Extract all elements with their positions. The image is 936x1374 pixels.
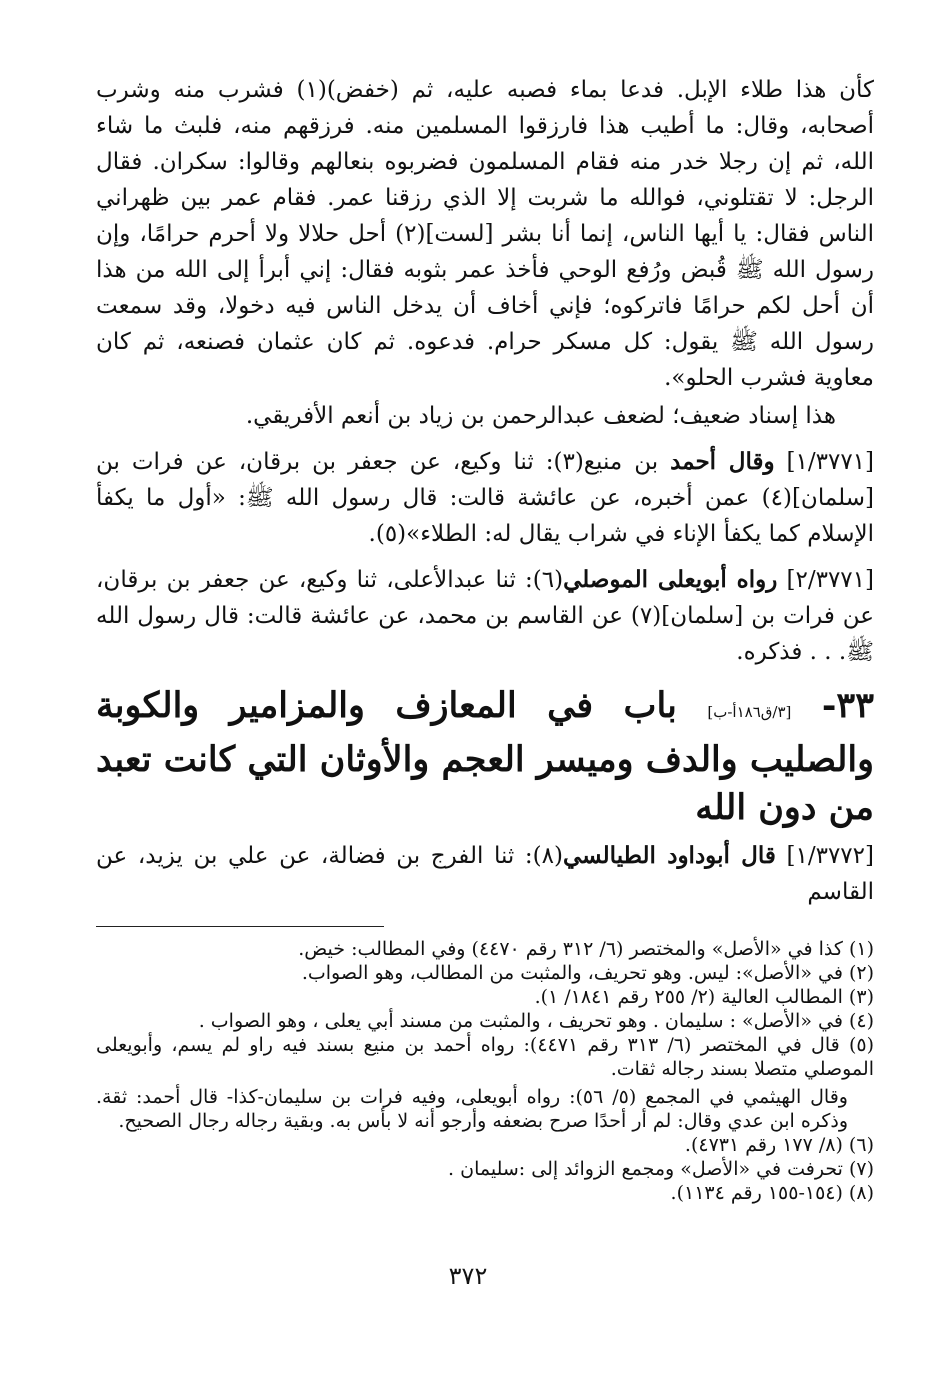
footnote-4: (٤) في «الأصل» : سليمان . وهو تحريف ، والمثبت من مسند أبي يعلى ، وهو الصواب . bbox=[198, 1010, 874, 1032]
footnote-5: (٥) قال في المختصر (٦/ ٣١٣ رقم ٤٤٧١): رواه أحمد بن منيع بسند فيه راو لم يسم، وأبويعلى الموصلي متصلا بسند رجاله ثقات. bbox=[96, 1034, 874, 1080]
paragraph-isnad-grading: هذا إسناد ضعيف؛ لضعف عبدالرحمن بن زياد بن أنعم الأفريقي. bbox=[245, 403, 836, 429]
footnote-separator bbox=[96, 926, 384, 927]
manuscript-ref: [٣/ق١٨٦أ-ب] bbox=[707, 703, 792, 721]
hadith-3771-2 bbox=[96, 562, 874, 670]
chapter-number: ٣٣- bbox=[821, 685, 875, 726]
hadith-number: [١/٣٧٧١] bbox=[786, 449, 875, 475]
hadith-3772-1 bbox=[96, 838, 874, 910]
paragraph-narration: كأن هذا طلاء الإبل. فدعا بماء فصبه عليه، ثم (خفض)(١) فشرب منه وشرب أصحابه، وقال: ما أطيب هذا فارزقوا المسلمين منه. فرزقهم منه، فلبث ما شاء الله، ثم إن رجلا خدر منه فقام المسلمون فضربوه بنعالهم وقالوا: سكران. فقال الرجل: لا تقتلوني، فوالله ما شربت إلا الذي رزقنا عمر. فقام عمر بين ظهراني الناس فقال: يا أيها الناس، إنما أنا بشر [لست](٢) أحل حلالا ولا أحرم حرامًا، وإن رسول الله ﷺ قُبض ورُفع الوحي فأخذ عمر بثوبه فقال: إني أبرأ إلى الله من هذا أن أحل لكم حرامًا فاتركوه؛ فإني أخاف أن يدخل الناس فيه دخولا، وقد سمعت رسول الله ﷺ يقول: كل مسكر حرام. فدعوه. ثم كان عثمان فصنعه، ثم كان معاوية فشرب الحلو». bbox=[96, 77, 875, 391]
hadith-text: (٦): ثنا عبدالأعلى، ثنا وكيع، عن جعفر بن برقان، عن فرات بن [سلمان](٧) عن القاسم بن محمد، عن عائشة قالت: قال رسول الله ﷺ. . . فذكره. bbox=[96, 567, 874, 665]
hadith-text: (٨): ثنا الفرج بن فضالة، عن علي بن يزيد، عن القاسم bbox=[96, 843, 874, 905]
footnote-3: (٣) المطالب العالية (٢/ ٢٥٥ رقم ١٨٤١/ ١). bbox=[534, 986, 874, 1008]
footnotes bbox=[96, 937, 874, 1205]
footnote-6: (٦) (٨/ ١٧٧ رقم ٤٧٣١). bbox=[684, 1134, 874, 1156]
footnote-2: (٢) في «الأصل»: ليس. وهو تحريف، والمثبت من المطالب، وهو الصواب. bbox=[301, 962, 874, 984]
footnote-8: (٨) (١٥٤-١٥٥ رقم ١١٣٤). bbox=[670, 1182, 874, 1204]
chapter-title: باب في المعازف والمزامير والكوبة والصليب والدف وميسر العجم والأوثان التي كانت تعبد من دون الله bbox=[95, 685, 874, 828]
footnote-1: (١) كذا في «الأصل» والمختصر (٦/ ٣١٢ رقم ٤٤٧٠) وفي المطالب: خيض. bbox=[298, 938, 874, 960]
footnote-5-continued: وقال الهيثمي في المجمع (٥/ ٥٦): رواه أبويعلى، وفيه فرات بن سليمان-كذا- قال أحمد: ثقة. وذكره ابن عدي وقال: لم أر أحدًا صرح بضعفه وأرجو أنه لا بأس به. وبقية رجاله رجال الصحيح. bbox=[96, 1086, 848, 1132]
hadith-number: [٢/٣٧٧١] bbox=[786, 567, 875, 593]
narrator-name: وقال أحمد bbox=[670, 448, 775, 475]
hadith-number: [١/٣٧٧٢] bbox=[786, 843, 875, 869]
page-content bbox=[96, 72, 874, 1205]
chapter-heading bbox=[96, 682, 874, 832]
page-number: ٣٧٢ bbox=[448, 1262, 488, 1290]
hadith-text: بن منيع(٣): ثنا وكيع، عن جعفر بن برقان، عن فرات بن [سلمان](٤) عمن أخبره، عن عائشة قالت: قال رسول الله ﷺ: «أول ما يكفأ الإسلام كما يكفأ الإناء في شراب يقال له: الطلاء»(٥). bbox=[96, 449, 874, 547]
hadith-3771-1 bbox=[96, 444, 874, 552]
narrator-name: رواه أبويعلى الموصلي bbox=[563, 566, 778, 593]
footnote-7: (٧) تحرفت في «الأصل» ومجمع الزوائد إلى :سليمان . bbox=[448, 1158, 874, 1180]
narrator-name: قال أبوداود الطيالسي bbox=[562, 842, 776, 869]
